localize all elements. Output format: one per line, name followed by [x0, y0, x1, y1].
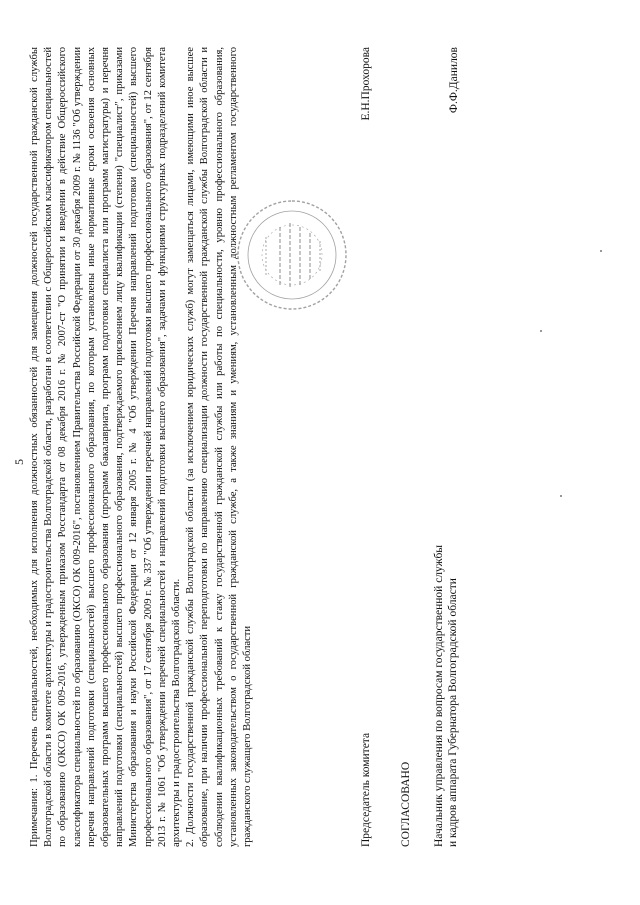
chair-title: Председатель комитета [360, 732, 372, 847]
head-title-line-1: Начальник управления по вопросам государственной службы [433, 544, 445, 847]
head-title-line-2: и кадров аппарата Губернатора Волгоградской области [447, 578, 459, 847]
approval-stamp [232, 195, 352, 315]
page-number: 5 [12, 459, 26, 465]
agreed-label: СОГЛАСОВАНО [400, 761, 412, 847]
note-2: 2. Должности государственной гражданской службы Волгоградской области (за исключением юридических служб) могут замещаться лицами, имеющими иное высшее образование, при наличии профессиональной переподготовки по направлению специализации должности государственной гражданской службы Волгоградской области и соблюдении квалификационных требований к стажу государственной гражданской службы или работы по специальности, уровню профессионального образования, установленных законодательством о государственной гражданской службе, а также знаниям и умениям, установленным должностным регламентом государственного гражданского служащего Волгоградской области [185, 47, 254, 847]
speck [600, 250, 602, 252]
chair-name: Е.Н.Прохорова [360, 47, 372, 121]
head-signature-line [432, 47, 460, 847]
notes-block [28, 47, 255, 847]
head-name: Ф.Ф.Данилов [448, 47, 460, 114]
speck [540, 330, 542, 332]
note-1: Примечания: 1. Перечень специальностей, необходимых для исполнения должностных обязанностей для замещения должностей государственной гражданской службы Волгоградской области в комитете архитектуры и градостроительства Волгоградской области, разработан в соответствии с Общероссийским классификатором специальностей по образованию (ОКСО) ОК 009-2016, утвержденным приказом Росстандарта от 08 декабря 2016 г. № 2007-ст "О принятии и введении в действие Общероссийского классификатора специальностей по образованию (ОКСО) ОК 009-2016", постановлением Правительства Российской Федерации от 30 декабря 2009 г. № 1136 "Об утверждении перечня направлений подготовки (специальностей) высшего профессионального образования, по которым установлены иные нормативные сроки освоения основных образовательных программ высшего профессионального образования (программ бакалавриата, программ подготовки специалиста или программ магистратуры) и перечня направлений подготовки (специальностей) высшего профессионального образования, подтверждаемого присвоением лицу квалификации (степени) "специалист", приказами Министерства образования и науки Российской Федерации от 12 января 2005 г. № 4 "Об утверждении Перечня направлений подготовки (специальностей) высшего профессионального образования", от 17 сентября 2009 г. № 337 "Об утверждении перечней направлений подготовки высшего профессионального образования", от 12 сентября 2013 г. № 1061 "Об утверждении перечней специальностей и направлений подготовки высшего образования", задачами и функциями структурных подразделений комитета архитектуры и градостроительства Волгоградской области. [29, 47, 183, 847]
chair-signature-line [360, 47, 372, 847]
speck [560, 495, 562, 497]
